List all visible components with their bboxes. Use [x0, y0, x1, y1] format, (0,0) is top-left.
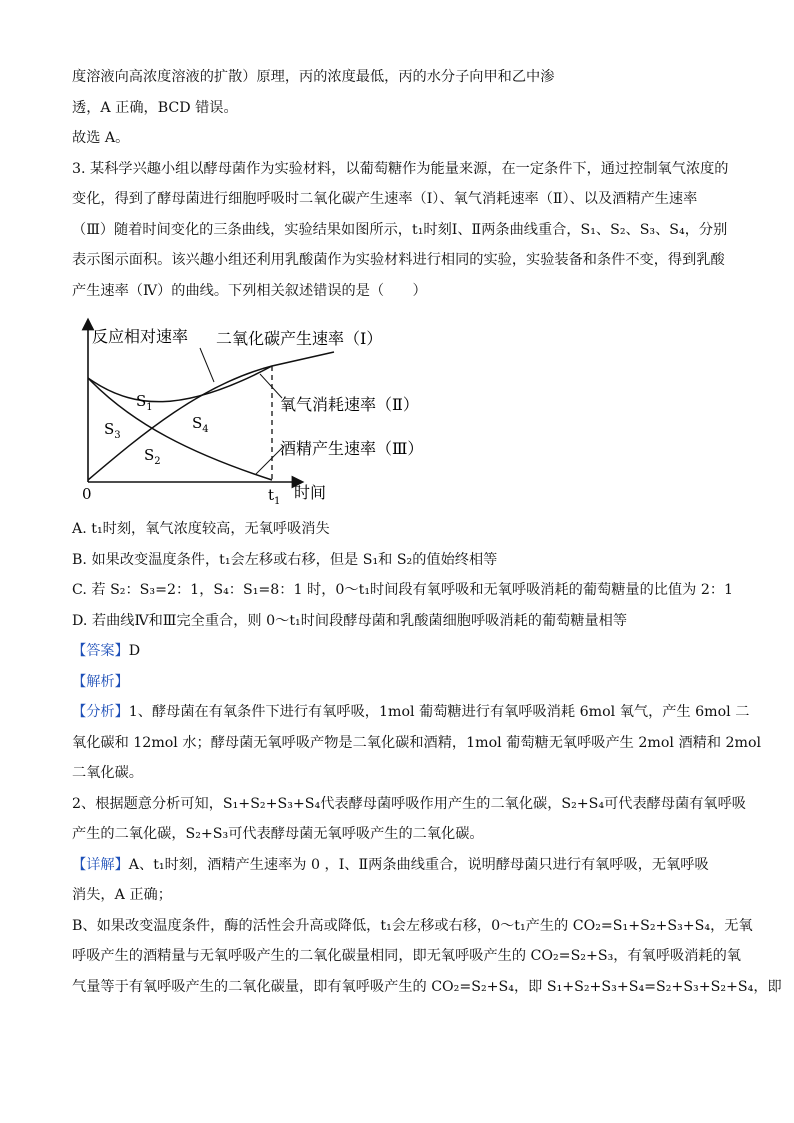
t1-label: $t_1$ — [268, 486, 281, 504]
option-b: B. 如果改变温度条件，t₁会左移或右移，但是 S₁和 S₂的值始终相等 — [72, 551, 498, 568]
text-line: 透，A 正确，BCD 错误。 — [72, 99, 238, 116]
question-stem: 产生速率（Ⅳ）的曲线。下列相关叙述错误的是（ ） — [72, 282, 427, 299]
option-a: A. t₁时刻，氧气浓度较高，无氧呼吸消失 — [72, 521, 330, 537]
analysis-tag: 【解析】 — [72, 673, 129, 690]
xiangjie-text: A、t₁时刻，酒精产生速率为 0 ，Ⅰ、Ⅱ两条曲线重合，说明酵母菌只进行有氧呼吸，无氧呼吸 — [128, 856, 709, 873]
area-s1-label: $S_1$ — [136, 392, 153, 413]
fenxi-line — [72, 697, 750, 728]
xiangjie-tag: 【详解】 — [72, 856, 129, 873]
curve-III-label: 酒精产生速率（Ⅲ） — [280, 439, 424, 458]
document-page — [72, 62, 782, 1002]
xiangjie-line: 气量等于有氧呼吸产生的二氧化碳量，即有氧呼吸产生的 CO₂=S₂+S₄，即 S₁+S₂+S₃+S₄=S₂+S₃+S₂+S₄，即 — [72, 978, 782, 995]
origin-label: 0 — [82, 485, 92, 503]
x-axis-label: 时间 — [294, 483, 327, 502]
figure-svg — [72, 314, 492, 504]
text-line: 度溶液向高浓度溶液的扩散）原理，丙的浓度最低，丙的水分子向甲和乙中渗 — [72, 69, 555, 85]
respiration-rate-figure — [72, 314, 492, 504]
answer-value: D — [128, 643, 141, 659]
curve-II — [88, 366, 272, 480]
option-c: C. 若 S₂：S₃=2：1，S₄：S₁=8：1 时，0～t₁时间段有氧呼吸和无氧呼吸消耗的葡萄糖量的比值为 2：1 — [72, 582, 734, 598]
analysis-heading — [72, 667, 724, 698]
xiangjie-line — [72, 850, 724, 881]
fenxi-tag: 【分析】 — [72, 704, 129, 720]
question-stem: 表示图示面积。该兴趣小组还利用乳酸菌作为实验材料进行相同的实验，实验装备和条件不变，得到乳酸 — [72, 252, 725, 268]
fenxi-line: 二氧化碳。 — [72, 765, 143, 781]
xiangjie-line: B、如果改变温度条件，酶的活性会升高或降低，t₁会左移或右移，0～t₁产生的 CO₂=S₁+S₂+S₃+S₄，无氧 — [72, 917, 753, 934]
answer-tag: 【答案】 — [72, 643, 129, 659]
leader-I — [200, 348, 214, 382]
curve-I-label: 二氧化碳产生速率（Ⅰ） — [216, 329, 383, 348]
y-axis-label: 反应相对速率 — [92, 327, 189, 346]
text-line: 故选 A。 — [72, 130, 130, 146]
question-stem: 变化，得到了酵母菌进行细胞呼吸时二氧化碳产生速率（Ⅰ）、氧气消耗速率（Ⅱ）、以及酒精产生速率 — [72, 191, 698, 207]
fenxi-text: 1、酵母菌在有氧条件下进行有氧呼吸，1mol 葡萄糖进行有氧呼吸消耗 6mol 氧气，产生 6mol 二 — [128, 704, 750, 720]
xiangjie-line: 呼吸产生的酒精量与无氧呼吸产生的二氧化碳量相同，即无氧呼吸产生的 CO₂=S₂+S₃，有氧呼吸消耗的氧 — [72, 948, 741, 964]
option-d: D. 若曲线Ⅳ和Ⅲ完全重合，则 0～t₁时间段酵母菌和乳酸菌细胞呼吸消耗的葡萄糖量相等 — [72, 612, 628, 629]
fenxi-line: 2、根据题意分析可知，S₁+S₂+S₃+S₄代表酵母菌呼吸作用产生的二氧化碳，S₂+S₄可代表酵母菌有氧呼吸 — [72, 795, 746, 812]
leader-II — [260, 374, 282, 398]
question-stem: （Ⅲ）随着时间变化的三条曲线，实验结果如图所示，t₁时刻Ⅰ、Ⅱ两条曲线重合，S₁、S₂、S₃、S₄，分别 — [72, 221, 728, 238]
area-s4-label: $S_4$ — [192, 414, 209, 435]
fenxi-line: 氧化碳和 12mol 水；酵母菌无氧呼吸产物是二氧化碳和酒精，1mol 葡萄糖无氧呼吸产生 2mol 酒精和 2mol — [72, 734, 762, 751]
area-s2-label: $S_2$ — [144, 446, 161, 467]
question-stem: 3. 某科学兴趣小组以酵母菌作为实验材料，以葡萄糖作为能量来源，在一定条件下，通过控制氧气浓度的 — [72, 160, 729, 177]
xiangjie-line: 消失，A 正确； — [72, 887, 172, 903]
area-s3-label: $S_3$ — [104, 420, 121, 441]
answer-line — [72, 636, 724, 667]
fenxi-line: 产生的二氧化碳，S₂+S₃可代表酵母菌无氧呼吸产生的二氧化碳。 — [72, 826, 484, 842]
curve-II-label: 氧气消耗速率（Ⅱ） — [280, 395, 419, 414]
